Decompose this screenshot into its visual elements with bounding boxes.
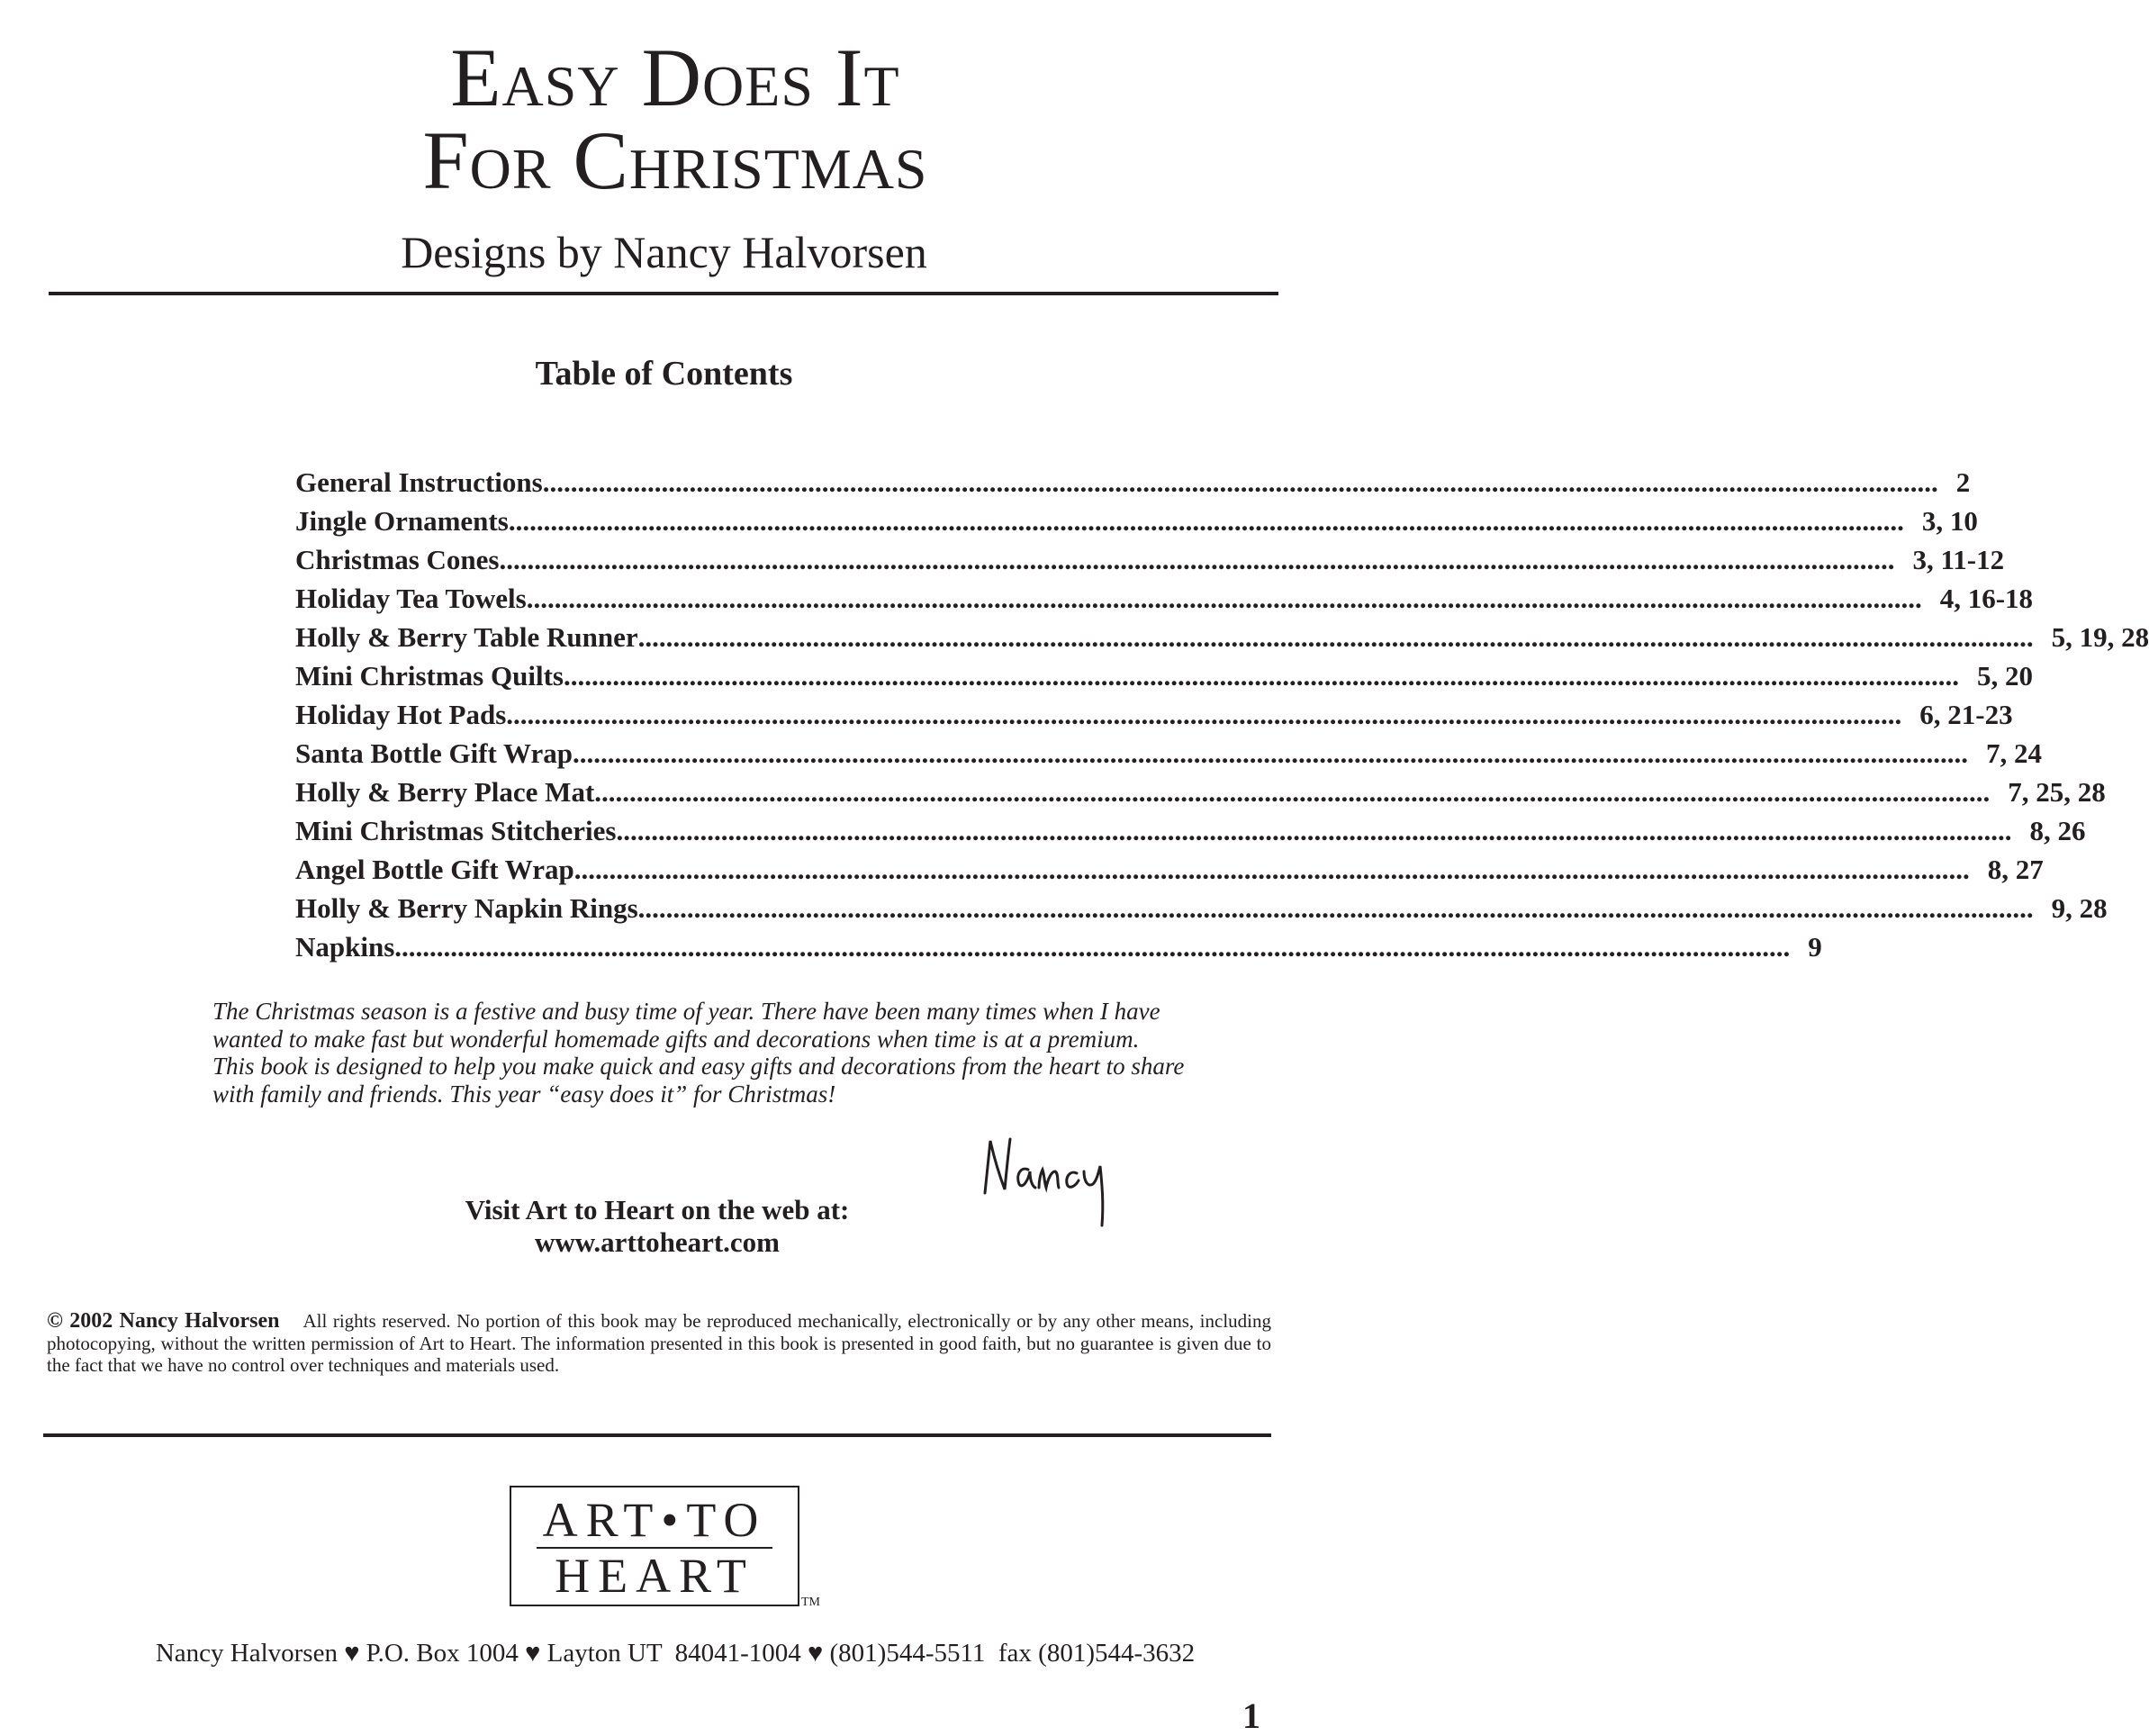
toc-entry-title: Mini Christmas Quilts (295, 660, 564, 692)
toc-dot-leader: ........................................................................................................................................................................................................ (508, 505, 1904, 537)
toc-entry-title: Holiday Tea Towels (295, 583, 527, 614)
book-title-line-2: For Christmas (422, 114, 928, 206)
toc-entry-leader (295, 540, 1894, 579)
toc-dot-leader: ........................................................................................................................................................................................................ (573, 737, 1969, 769)
book-subtitle: Designs by Nancy Halvorsen (401, 227, 927, 277)
contact-line: Nancy Halvorsen ♥ P.O. Box 1004 ♥ Layton UT 84041-1004 ♥ (801)544-5511 fax (801)544-3632 (155, 1639, 1196, 1668)
toc-dot-leader: ........................................................................................................................................................................................................ (616, 815, 2012, 846)
toc-entry-pages: 9, 28 (2051, 892, 2108, 924)
intro-paragraph: The Christmas season is a festive and busy time of year. There have been many times when I have wanted to make fast but wonderful homemade gifts and decorations when time is at a premium. This book is designed to help you make quick and easy gifts and decorations from the heart to share with family and friends. This year “easy does it” for Christmas! (212, 998, 1185, 1108)
website-url[interactable]: www.arttoheart.com (534, 1226, 781, 1258)
toc-entry-pages: 5, 19, 28 (2051, 621, 2149, 653)
book-title (0, 32, 1350, 206)
copyright-text: All rights reserved. No portion of this book may be reproduced mechanically, electronically or by any other means, including photocopying, without the written permission of Art to Heart. The information presented in this book is presented in good faith, but no guarantee is given due to the fact that we have no control over techniques and materials used. (47, 1310, 1271, 1376)
toc-entry-title: Angel Bottle Gift Wrap (295, 854, 574, 885)
art-to-heart-logo (510, 1486, 799, 1606)
toc-entry-leader (295, 579, 1922, 618)
toc-entry (295, 811, 2086, 850)
toc-entry (295, 734, 2043, 773)
copyright-label: © 2002 Nancy Halvorsen (47, 1309, 280, 1333)
website-notice (396, 1194, 918, 1259)
toc-entry (295, 579, 2034, 618)
toc-entry-leader (295, 889, 2034, 927)
toc-entry-pages: 7, 24 (1986, 737, 2043, 769)
toc-entry-leader (295, 656, 1959, 695)
toc-heading: Table of Contents (535, 355, 793, 393)
toc-entry-pages: 9 (1808, 931, 1822, 963)
toc-entry-title: Holly & Berry Place Mat (295, 776, 595, 808)
toc-entry-leader (295, 811, 2011, 850)
toc-dot-leader: ........................................................................................................................................................................................................ (637, 621, 2034, 653)
toc-dot-leader: ........................................................................................................................................................................................................ (542, 466, 1938, 498)
toc-entry-title: Jingle Ornaments (295, 505, 509, 537)
toc-dot-leader: ........................................................................................................................................................................................................ (394, 931, 1791, 963)
toc-entry-pages: 4, 16-18 (1939, 583, 2034, 614)
toc-dot-leader: ........................................................................................................................................................................................................ (526, 583, 1922, 614)
toc-entry (295, 463, 1971, 502)
toc-entry-leader (295, 695, 1901, 734)
logo-line-1: ART•TO (542, 1493, 767, 1547)
toc-entry-pages: 3, 10 (1921, 505, 1978, 537)
toc-entry-leader (295, 734, 1968, 773)
toc-dot-leader: ........................................................................................................................................................................................................ (499, 544, 1895, 575)
top-divider (49, 292, 1278, 295)
toc-entry-leader (295, 927, 1790, 966)
toc-entry (295, 540, 2005, 579)
toc-entry-pages: 3, 11-12 (1912, 544, 2005, 575)
toc-entry-title: Santa Bottle Gift Wrap (295, 737, 573, 769)
toc-entry-pages: 8, 26 (2029, 815, 2086, 846)
toc-dot-leader: ........................................................................................................................................................................................................ (506, 699, 1902, 730)
copyright-notice (47, 1310, 1271, 1377)
toc-entry (295, 502, 1978, 540)
toc-entry-pages: 6, 21-23 (1919, 699, 2013, 730)
toc-entry (295, 618, 2149, 656)
toc-entry (295, 695, 2013, 734)
website-notice-line: Visit Art to Heart on the web at: (465, 1194, 850, 1225)
toc-entry-title: Napkins (295, 931, 395, 963)
toc-dot-leader: ........................................................................................................................................................................................................ (594, 776, 1991, 808)
toc-entry-title: Holly & Berry Napkin Rings (295, 892, 638, 924)
toc-entry-title: General Instructions (295, 466, 543, 498)
toc-entry-leader (295, 463, 1938, 502)
toc-dot-leader: ........................................................................................................................................................................................................ (637, 892, 2034, 924)
toc-entry-title: Mini Christmas Stitcheries (295, 815, 617, 846)
book-title-line-1: Easy Does It (450, 32, 900, 123)
toc-entry-pages: 7, 25, 28 (2008, 776, 2106, 808)
toc-entry (295, 850, 2044, 889)
toc-entry-leader (295, 502, 1904, 540)
toc-entry (295, 889, 2108, 927)
bottom-divider (43, 1433, 1271, 1437)
toc-entry-pages: 8, 27 (1987, 854, 2044, 885)
trademark-mark: TM (801, 1596, 820, 1609)
table-of-contents (295, 463, 2149, 966)
toc-entry-pages: 2 (1955, 466, 1971, 498)
page-number: 1 (1242, 1695, 1260, 1736)
nancy-signature (981, 1130, 1116, 1229)
toc-entry (295, 773, 2106, 811)
toc-entry-pages: 5, 20 (1976, 660, 2033, 692)
toc-dot-leader: ........................................................................................................................................................................................................ (563, 660, 1959, 692)
toc-entry-leader (295, 773, 1990, 811)
toc-dot-leader: ........................................................................................................................................................................................................ (573, 854, 1970, 885)
logo-line-2: HEART (555, 1549, 754, 1603)
toc-entry (295, 927, 1822, 966)
toc-entry-title: Holiday Hot Pads (295, 699, 507, 730)
toc-entry-leader (295, 618, 2034, 656)
toc-entry-leader (295, 850, 1970, 889)
toc-entry (295, 656, 2033, 695)
toc-entry-title: Christmas Cones (295, 544, 500, 575)
toc-entry-title: Holly & Berry Table Runner (295, 621, 638, 653)
